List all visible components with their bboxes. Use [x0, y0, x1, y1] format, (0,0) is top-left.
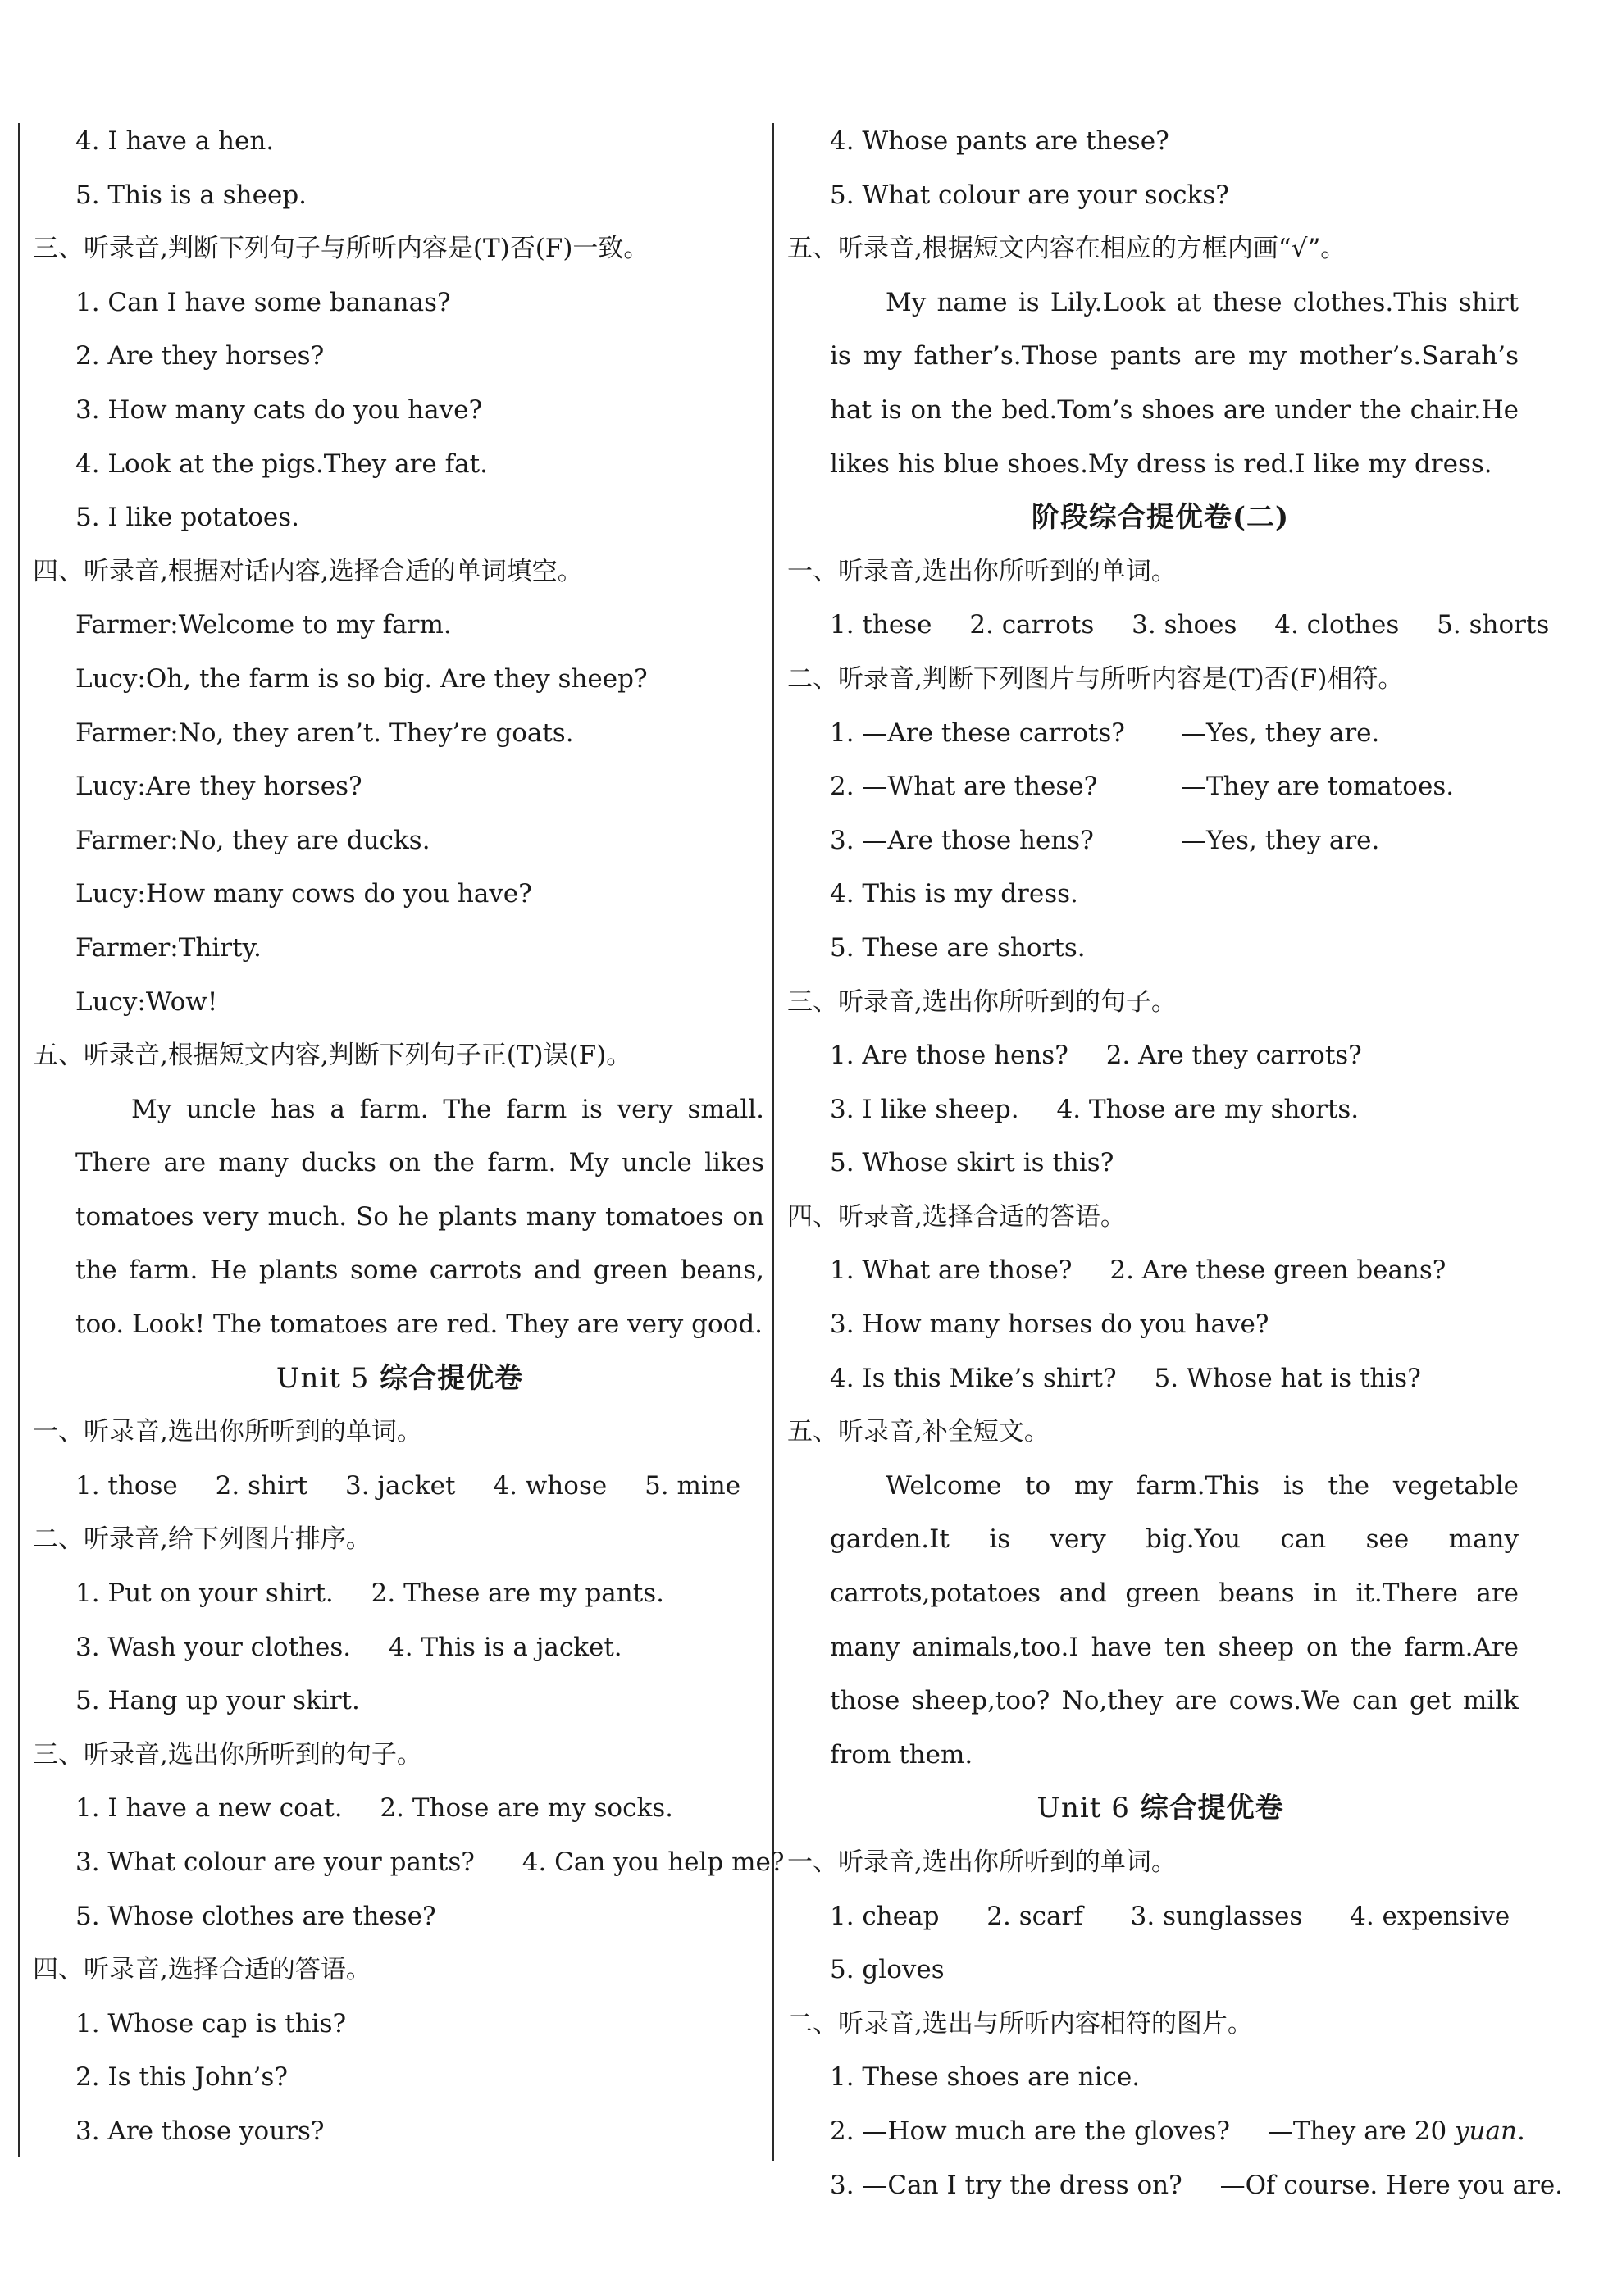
section-heading: 一、听录音,选出你所听到的单词。 — [787, 556, 1177, 586]
section-heading: 四、听录音,选择合适的答语。 — [787, 1201, 1126, 1232]
section-heading: 三、听录音,选出你所听到的句子。 — [787, 986, 1177, 1017]
dialogue-line: Farmer:No, they aren’t. They’re goats. — [75, 718, 574, 748]
sentence: 3. Wash your clothes. — [75, 1632, 352, 1662]
word-option: 5. mine — [645, 1470, 741, 1501]
section-heading: 二、听录音,判断下列图片与所听内容是(T)否(F)相符。 — [787, 663, 1404, 694]
title-unit-label: Unit 5 — [276, 1361, 370, 1395]
word-option: 1. those — [75, 1470, 178, 1501]
dialogue-line: Lucy:Oh, the farm is so big. Are they sheep? — [75, 663, 648, 694]
dialogue-line: Lucy:Wow! — [75, 986, 218, 1017]
section-heading: 三、听录音,选出你所听到的句子。 — [33, 1739, 422, 1770]
list-item: 5. What colour are your socks? — [830, 180, 1229, 210]
word-option: 2. shirt — [215, 1470, 308, 1501]
cloze-passage — [787, 1460, 1519, 1783]
list-item: 4. Whose pants are these? — [830, 126, 1169, 156]
word-option: 3. sunglasses — [1130, 1901, 1303, 1931]
passage-text: My name is Lily.Look at these clothes.This shirt is my father’s.Those pants are my mother’s.Sarah’s hat is on the bed.Tom’s shoes are under the chair.He likes his blue shoes.My dress is red.I like my dress. — [830, 287, 1519, 479]
word-option: 4. clothes — [1274, 610, 1400, 640]
sentence-row — [33, 1836, 785, 1890]
sentence: 5. Whose clothes are these? — [75, 1901, 436, 1931]
sentence-row — [787, 1029, 1533, 1083]
sentence: 3. What colour are your pants? — [75, 1847, 475, 1877]
answer: —They are 20 — [1267, 2116, 1447, 2146]
answer: —Yes, they are. — [1181, 718, 1380, 748]
question: 1. —Are these carrots? — [830, 718, 1125, 748]
section-heading: 一、听录音,选出你所听到的单词。 — [787, 1847, 1177, 1877]
passage-text: My uncle has a farm. The farm is very small. There are many ducks on the farm. My uncle likes tomatoes very much. So he plants many tomatoes on the farm. He plants some carrots and green beans, too. Look! The tomatoes are red. They are very good. — [75, 1094, 764, 1340]
list-item: 5. I like potatoes. — [75, 503, 300, 533]
word-option: 1. cheap — [830, 1901, 940, 1931]
word-list — [787, 1890, 1533, 1944]
sentence-row — [33, 1782, 767, 1836]
word-option: 4. expensive — [1350, 1901, 1510, 1931]
sentence: 4. Is this Mike’s shirt? — [830, 1363, 1117, 1393]
question: 2. —How much are the gloves? — [830, 2116, 1230, 2146]
word-option: 2. carrots — [969, 610, 1095, 640]
list-item: 2. Are they horses? — [75, 341, 325, 371]
title-cn-label: 综合提优卷 — [1140, 1792, 1284, 1825]
dialogue-line: Farmer:Welcome to my farm. — [75, 610, 452, 640]
word-option: 4. whose — [493, 1470, 608, 1501]
left-column — [33, 115, 785, 2159]
list-item: 1. Whose cap is this? — [75, 2008, 347, 2039]
dialogue-line: Lucy:How many cows do you have? — [75, 879, 532, 909]
word-option: 1. these — [830, 610, 932, 640]
stage-title: 阶段综合提优卷(二) — [1031, 501, 1290, 535]
sentence: 3. How many horses do you have? — [830, 1310, 1269, 1340]
sentence-row — [787, 1352, 1533, 1406]
sentence: 4. This is a jacket. — [388, 1632, 622, 1662]
sentence: 2. Those are my socks. — [380, 1793, 673, 1824]
word-option: 5. shorts — [1437, 610, 1550, 640]
reading-passage — [33, 1083, 764, 1352]
section-heading: 五、听录音,根据短文内容,判断下列句子正(T)误(F)。 — [33, 1041, 632, 1071]
qa-pair — [787, 2105, 1533, 2159]
list-item: 4. This is my dress. — [830, 879, 1078, 909]
word-list — [787, 599, 1550, 653]
list-item: 4. I have a hen. — [75, 126, 275, 156]
word-list — [33, 1460, 767, 1514]
sentence: 5. Whose skirt is this? — [830, 1148, 1114, 1178]
section-heading: 二、听录音,选出与所听内容相符的图片。 — [787, 2008, 1253, 2039]
title-unit-label: Unit 6 — [1036, 1792, 1130, 1825]
list-item: 3. Are those yours? — [75, 2116, 325, 2146]
section-heading: 三、听录音,判断下列句子与所听内容是(T)否(F)一致。 — [33, 234, 649, 264]
list-item: 5. These are shorts. — [830, 932, 1086, 963]
sentence-row — [33, 1621, 767, 1675]
qa-pair — [787, 707, 1533, 761]
left-margin-rule — [18, 123, 20, 2157]
question: 2. —What are these? — [830, 772, 1098, 802]
list-item: 4. Look at the pigs.They are fat. — [75, 449, 488, 479]
answer-end: . — [1516, 2116, 1525, 2146]
section-heading: 一、听录音,选出你所听到的单词。 — [33, 1417, 422, 1447]
sentence: 1. I have a new coat. — [75, 1793, 343, 1824]
sentence: 5. Whose hat is this? — [1154, 1363, 1421, 1393]
word-option: 3. shoes — [1132, 610, 1237, 640]
reading-passage — [787, 276, 1519, 491]
answer: —Yes, they are. — [1181, 825, 1380, 855]
right-column — [787, 115, 1564, 2212]
answer: —Of course. Here you are. — [1219, 2170, 1564, 2200]
sentence: 2. These are my pants. — [371, 1578, 664, 1609]
section-heading: 四、听录音,根据对话内容,选择合适的单词填空。 — [33, 556, 583, 586]
sentence: 1. Are those hens? — [830, 1041, 1068, 1071]
sentence: 1. What are those? — [830, 1255, 1073, 1286]
qa-pair — [787, 760, 1533, 814]
section-heading: 四、听录音,选择合适的答语。 — [33, 1955, 371, 1985]
list-item: 3. How many cats do you have? — [75, 394, 483, 425]
sentence: 5. Hang up your skirt. — [75, 1686, 360, 1716]
sentence-row — [787, 1083, 1533, 1137]
section-heading: 二、听录音,给下列图片排序。 — [33, 1524, 371, 1555]
list-item: 1. Can I have some bananas? — [75, 287, 451, 317]
sentence: 2. Are these green beans? — [1109, 1255, 1446, 1286]
passage-text: Welcome to my farm.This is the vegetable garden.It is very big.You can see many carrots,potatoes and green beans in it.There are many animals,too.I have ten sheep on the farm.Are those sheep,too? No,they are cows.We can get milk from them. — [830, 1470, 1519, 1770]
sentence: 1. Put on your shirt. — [75, 1578, 334, 1609]
dialogue-line: Farmer:Thirty. — [75, 932, 262, 963]
unit-5-title — [33, 1352, 767, 1406]
word-option: 3. jacket — [345, 1470, 456, 1501]
unit-6-title — [787, 1782, 1533, 1836]
sentence-row — [33, 1567, 767, 1621]
question: 3. —Are those hens? — [830, 825, 1094, 855]
currency-word: yuan — [1455, 2116, 1517, 2146]
dialogue-line: Lucy:Are they horses? — [75, 772, 362, 802]
answer: —They are tomatoes. — [1181, 772, 1455, 802]
sentence: 1. These shoes are nice. — [830, 2062, 1141, 2093]
list-item: 2. Is this John’s? — [75, 2062, 288, 2093]
word-option: 2. scarf — [986, 1901, 1083, 1931]
dialogue-line: Farmer:No, they are ducks. — [75, 825, 430, 855]
list-item: 5. This is a sheep. — [75, 180, 308, 210]
sentence: 4. Those are my shorts. — [1056, 1094, 1360, 1124]
question: 3. —Can I try the dress on? — [830, 2170, 1182, 2200]
word-option: 5. gloves — [830, 1955, 945, 1985]
section-heading: 五、听录音,根据短文内容在相应的方框内画“√”。 — [787, 234, 1346, 264]
sentence: 2. Are they carrots? — [1105, 1041, 1362, 1071]
section-heading: 五、听录音,补全短文。 — [787, 1417, 1050, 1447]
title-cn-label: 综合提优卷 — [380, 1361, 524, 1395]
sentence: 4. Can you help me? — [522, 1847, 785, 1877]
qa-pair — [787, 2159, 1564, 2213]
sentence-row — [787, 1244, 1533, 1298]
sentence: 3. I like sheep. — [830, 1094, 1019, 1124]
qa-pair — [787, 814, 1533, 868]
